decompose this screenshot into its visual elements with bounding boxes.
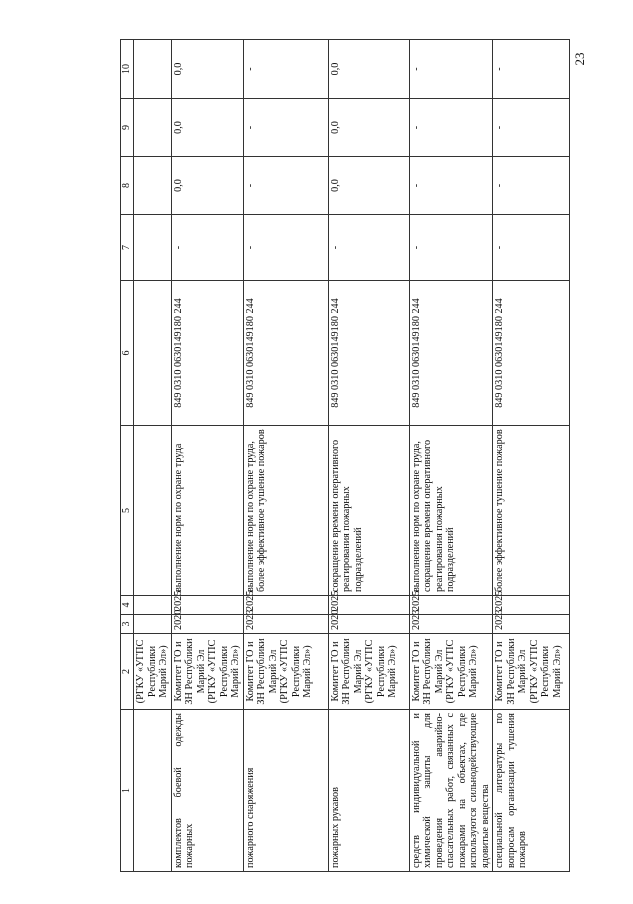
budget-code-cell: 849 0310 0630149180 244: [493, 281, 570, 426]
header-row: [121, 40, 134, 872]
end-year-cell: 2025: [493, 596, 570, 615]
column-header: 1: [121, 710, 134, 872]
executor-cell: Комитет ГО и ЗН Республики Марий Эл (РГКУ «УГПС Республики Марий Эл»): [243, 634, 328, 710]
page-number: 23: [572, 52, 587, 66]
column-header: 3: [121, 615, 134, 634]
value-cell: [134, 157, 172, 215]
column-header: 9: [121, 99, 134, 157]
column-header: 6: [121, 281, 134, 426]
budget-code-cell: 849 0310 0630149180 244: [409, 281, 493, 426]
start-year-cell: 2020: [328, 615, 409, 634]
budget-code-cell: [134, 281, 172, 426]
value-cell: -: [493, 157, 570, 215]
value-cell: -: [171, 215, 243, 281]
value-cell: 0,0: [171, 40, 243, 99]
budget-code-cell: 849 0310 0630149180 244: [171, 281, 243, 426]
value-cell: -: [243, 157, 328, 215]
item-cell: специальной литературы по вопросам организации тушения пожаров: [493, 710, 570, 872]
end-year-cell: 2025: [328, 596, 409, 615]
value-cell: [134, 99, 172, 157]
item-cell: средств индивидуальной и химической защиты для проведения аварийно-спасательных работ, связанных с пожарами на объектах, где используются сильнодействующие ядовитые вещества: [409, 710, 493, 872]
table-row: [328, 40, 409, 872]
value-cell: 0,0: [171, 157, 243, 215]
value-cell: 0,0: [328, 40, 409, 99]
executor-cell: (РГКУ «УГПС Республики Марий Эл»): [134, 634, 172, 710]
result-cell: выполнение норм по охране труда, более эффективное тушение пожаров: [243, 426, 328, 596]
item-cell: [134, 710, 172, 872]
value-cell: -: [409, 157, 493, 215]
item-cell: комплектов боевой одежды пожарных: [171, 710, 243, 872]
table-row: [171, 40, 243, 872]
result-cell: сокращение времени оперативного реагирования пожарных подразделений: [328, 426, 409, 596]
column-header: 10: [121, 40, 134, 99]
table-row: [134, 40, 172, 872]
executor-cell: Комитет ГО и ЗН Республики Марий Эл (РГКУ «УГПС Республики Марий Эл»): [409, 634, 493, 710]
value-cell: -: [409, 99, 493, 157]
result-cell: выполнение норм по охране труда: [171, 426, 243, 596]
start-year-cell: 2023: [493, 615, 570, 634]
value-cell: [134, 40, 172, 99]
start-year-cell: [134, 615, 172, 634]
value-cell: -: [409, 215, 493, 281]
end-year-cell: [134, 596, 172, 615]
end-year-cell: 2025: [171, 596, 243, 615]
value-cell: 0,0: [171, 99, 243, 157]
column-header: 2: [121, 634, 134, 710]
table-row: [243, 40, 328, 872]
item-cell: пожарного снаряжения: [243, 710, 328, 872]
value-cell: -: [493, 215, 570, 281]
budget-code-cell: 849 0310 0630149180 244: [328, 281, 409, 426]
item-cell: пожарных рукавов: [328, 710, 409, 872]
rotated-table-container: [120, 40, 618, 872]
end-year-cell: 2025: [409, 596, 493, 615]
executor-cell: Комитет ГО и ЗН Республики Марий Эл (РГКУ «УГПС Республики Марий Эл»): [171, 634, 243, 710]
executor-cell: Комитет ГО и ЗН Республики Марий Эл (РГКУ «УГПС Республики Марий Эл»): [328, 634, 409, 710]
value-cell: 0,0: [328, 157, 409, 215]
value-cell: -: [409, 40, 493, 99]
end-year-cell: 2025: [243, 596, 328, 615]
result-cell: выполнение норм по охране труда, сокращение времени оперативного реагирования пожарных подразделений: [409, 426, 493, 596]
value-cell: -: [243, 40, 328, 99]
column-header: 4: [121, 596, 134, 615]
table-row: [409, 40, 493, 872]
column-header: 7: [121, 215, 134, 281]
value-cell: -: [493, 99, 570, 157]
budget-code-cell: 849 0310 0630149180 244: [243, 281, 328, 426]
program-table: [120, 39, 570, 872]
table-row: [493, 40, 570, 872]
value-cell: [134, 215, 172, 281]
start-year-cell: 2023: [243, 615, 328, 634]
result-cell: [134, 426, 172, 596]
value-cell: -: [243, 99, 328, 157]
executor-cell: Комитет ГО и ЗН Республики Марий Эл (РГКУ «УГПС Республики Марий Эл»): [493, 634, 570, 710]
value-cell: -: [493, 40, 570, 99]
column-header: 8: [121, 157, 134, 215]
column-header: 5: [121, 426, 134, 596]
start-year-cell: 2020: [171, 615, 243, 634]
value-cell: -: [328, 215, 409, 281]
result-cell: более эффективное тушение пожаров: [493, 426, 570, 596]
value-cell: -: [243, 215, 328, 281]
value-cell: 0,0: [328, 99, 409, 157]
start-year-cell: 2023: [409, 615, 493, 634]
